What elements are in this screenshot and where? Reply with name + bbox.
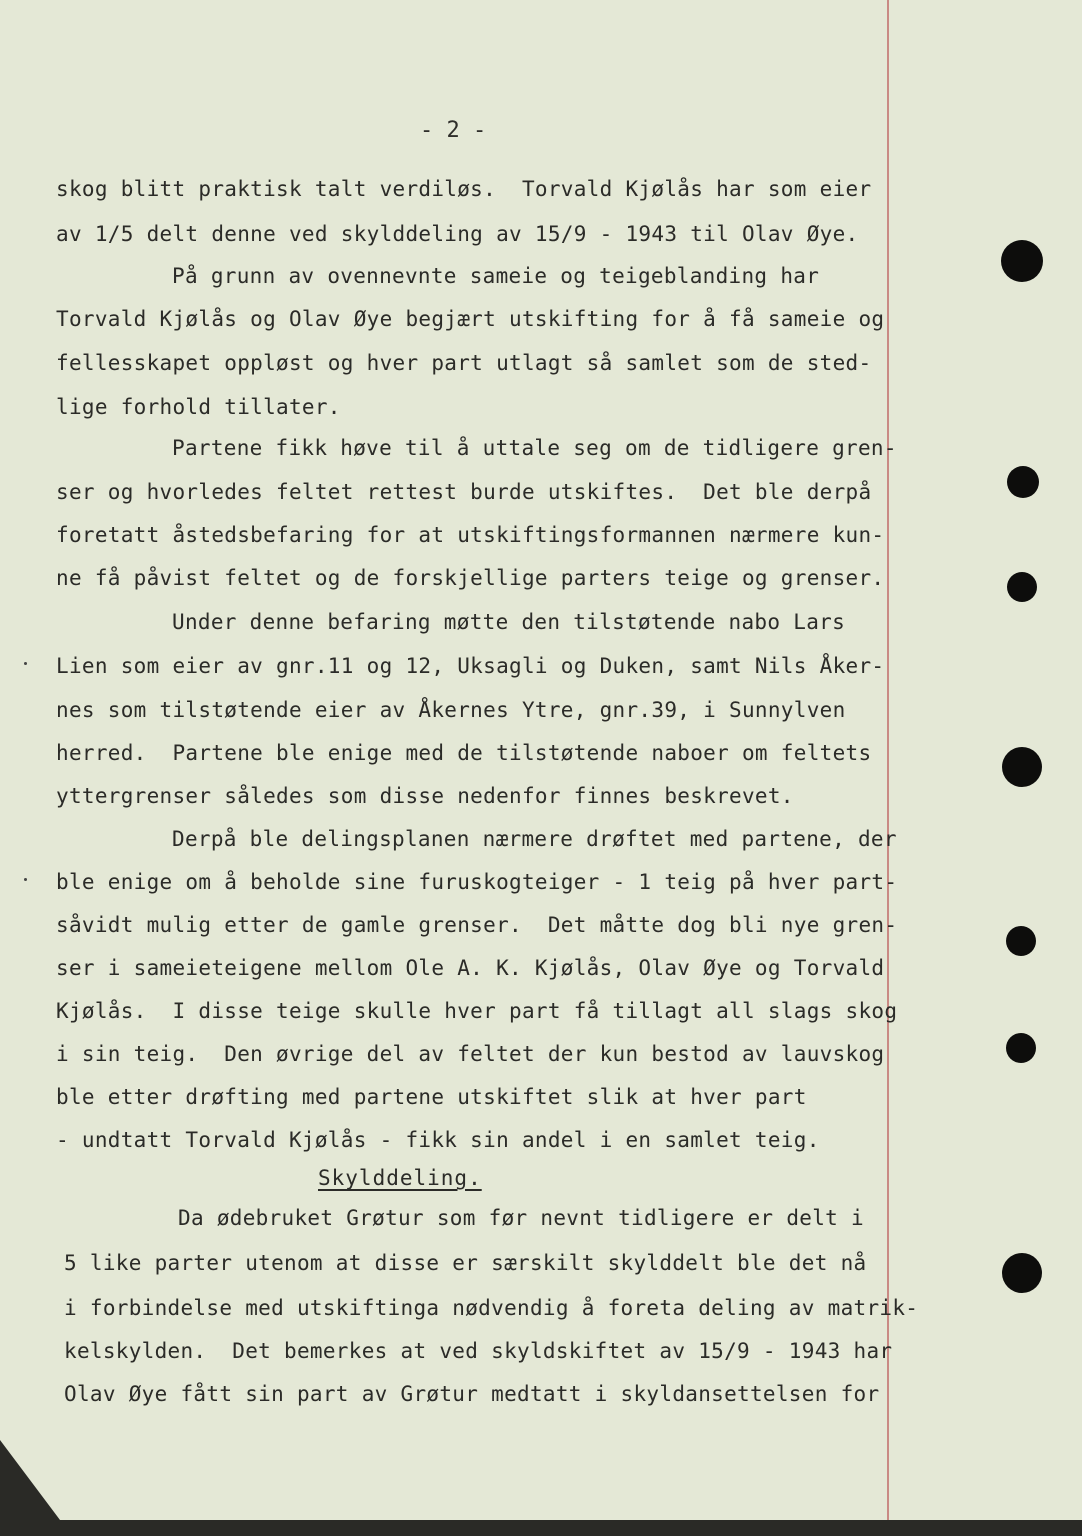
text-line: fellesskapet oppløst og hver part utlagt så samlet som de sted-	[56, 351, 872, 375]
text-line: kelskylden. Det bemerkes at ved skyldskiftet av 15/9 - 1943 har	[64, 1339, 893, 1363]
ink-speck	[24, 878, 27, 881]
text-line: ser i sameieteigene mellom Ole A. K. Kjølås, Olav Øye og Torvald	[56, 956, 885, 980]
text-line: yttergrenser således som disse nedenfor finnes beskrevet.	[56, 784, 794, 808]
punch-hole-icon	[1001, 240, 1043, 282]
text-line: Under denne befaring møtte den tilstøtende nabo Lars	[172, 610, 846, 634]
punch-hole-icon	[1006, 1033, 1036, 1063]
text-line: Kjølås. I disse teige skulle hver part få tillagt all slags skog	[56, 999, 898, 1023]
punch-hole-icon	[1002, 1253, 1042, 1293]
text-line: såvidt mulig etter de gamle grenser. Det måtte dog bli nye gren-	[56, 913, 898, 937]
text-line: - undtatt Torvald Kjølås - fikk sin andel i en samlet teig.	[56, 1128, 820, 1152]
page-number: - 2 -	[420, 118, 487, 143]
text-line: foretatt åstedsbefaring for at utskiftingsformannen nærmere kun-	[56, 523, 885, 547]
text-line: Torvald Kjølås og Olav Øye begjært utskifting for å få sameie og	[56, 307, 885, 331]
text-line: ne få påvist feltet og de forskjellige parters teige og grenser.	[56, 566, 885, 590]
ink-speck	[24, 662, 27, 665]
text-line: ser og hvorledes feltet rettest burde utskiftes. Det ble derpå	[56, 480, 872, 504]
text-line: Derpå ble delingsplanen nærmere drøftet med partene, der	[172, 827, 897, 851]
page-corner-shadow	[0, 1440, 60, 1520]
text-line: Olav Øye fått sin part av Grøtur medtatt i skyldansettelsen for	[64, 1382, 880, 1406]
text-line: ble enige om å beholde sine furuskogteiger - 1 teig på hver part-	[56, 870, 898, 894]
text-line: av 1/5 delt denne ved skylddeling av 15/9 - 1943 til Olav Øye.	[56, 222, 859, 246]
section-heading: Skylddeling.	[318, 1166, 482, 1190]
punch-hole-icon	[1002, 747, 1042, 787]
text-line: 5 like parter utenom at disse er særskilt skylddelt ble det nå	[64, 1251, 867, 1275]
text-line: skog blitt praktisk talt verdiløs. Torvald Kjølås har som eier	[56, 177, 872, 201]
text-line: Da ødebruket Grøtur som før nevnt tidligere er delt i	[178, 1206, 864, 1230]
text-line: På grunn av ovennevnte sameie og teigeblanding har	[172, 264, 820, 288]
text-line: nes som tilstøtende eier av Åkernes Ytre, gnr.39, i Sunnylven	[56, 698, 846, 722]
punch-hole-icon	[1006, 926, 1036, 956]
text-line: ble etter drøfting med partene utskiftet slik at hver part	[56, 1085, 807, 1109]
text-line: herred. Partene ble enige med de tilstøtende naboer om feltets	[56, 741, 872, 765]
page-bottom-edge	[0, 1520, 1082, 1536]
text-line: Lien som eier av gnr.11 og 12, Uksagli og Duken, samt Nils Åker-	[56, 654, 885, 678]
text-line: lige forhold tillater.	[56, 395, 341, 419]
punch-hole-icon	[1007, 572, 1037, 602]
text-line: i forbindelse med utskiftinga nødvendig å foreta deling av matrik-	[64, 1296, 919, 1320]
text-line: Partene fikk høve til å uttale seg om de tidligere gren-	[172, 436, 897, 460]
punch-hole-icon	[1007, 466, 1039, 498]
text-line: i sin teig. Den øvrige del av feltet der kun bestod av lauvskog	[56, 1042, 885, 1066]
